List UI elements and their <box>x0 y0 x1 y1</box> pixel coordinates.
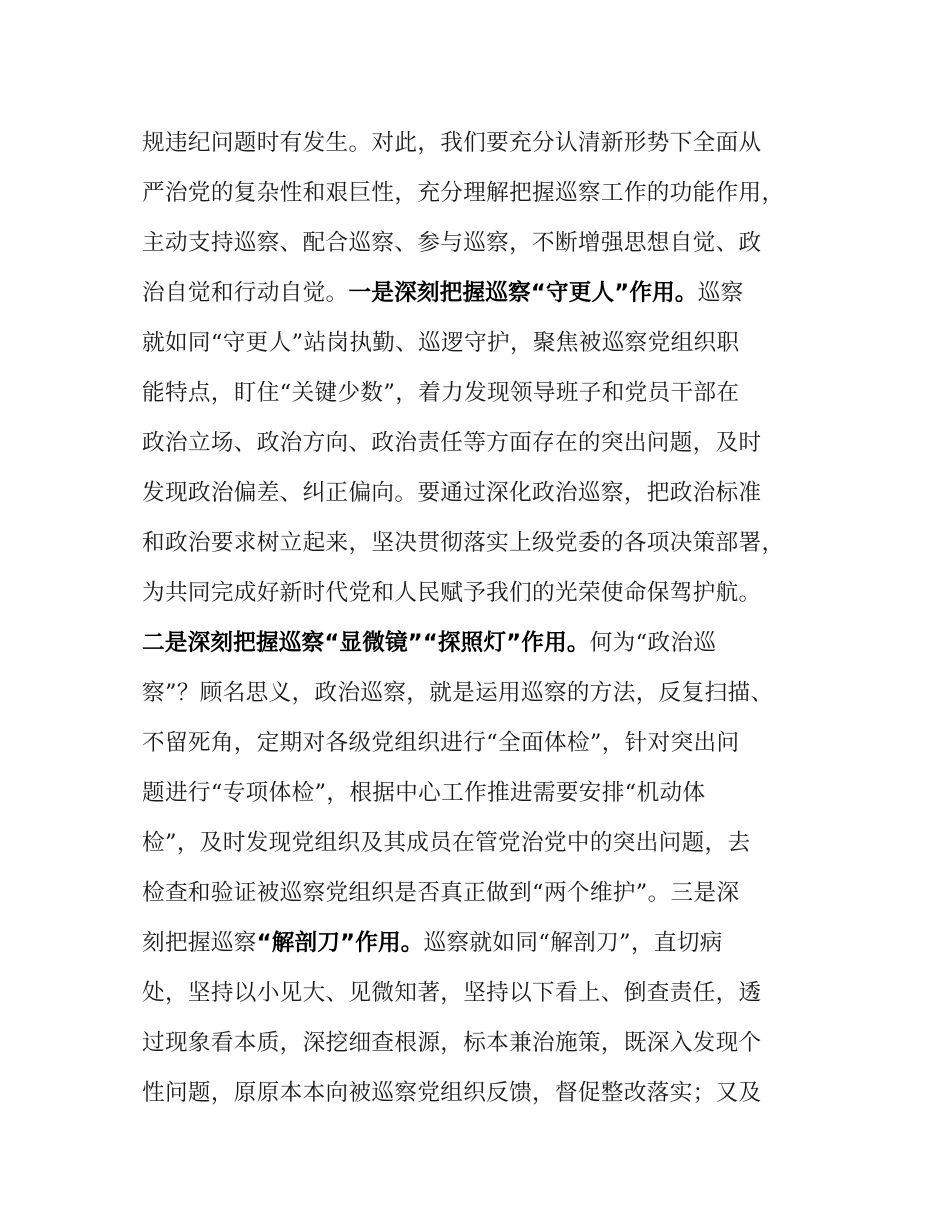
text-line <box>142 223 822 263</box>
text-line <box>142 823 822 863</box>
text-segment: 巡察就如同“解剖刀”，直切病 <box>423 930 723 956</box>
text-segment: 过现象看本质，深挖细查根源，标本兼治施策，既深入发现个 <box>142 1030 762 1056</box>
text-line <box>142 1073 822 1113</box>
text-line <box>142 723 822 763</box>
text-line <box>142 1023 822 1063</box>
text-line <box>142 373 822 413</box>
text-line <box>142 273 822 313</box>
text-line <box>142 973 822 1013</box>
text-line <box>142 773 822 813</box>
text-line <box>142 673 822 713</box>
text-line <box>142 573 822 613</box>
text-line <box>142 123 822 163</box>
text-line <box>142 423 822 463</box>
text-line <box>142 923 822 963</box>
text-segment: 就如同“守更人”站岗执勤、巡逻守护，聚焦被巡察党组织职 <box>142 330 740 356</box>
text-segment: 不留死角，定期对各级党组织进行“全面体检”，针对突出问 <box>142 730 740 756</box>
text-segment: 检”，及时发现党组织及其成员在管党治党中的突出问题，去 <box>142 830 751 856</box>
text-segment: 发现政治偏差、纠正偏向。要通过深化政治巡察，把政治标准 <box>142 480 762 506</box>
text-segment: 规违纪问题时有发生。对此，我们要充分认清新形势下全面从 <box>142 130 762 156</box>
bold-heading-segment: “解剖刀”作用。 <box>256 930 424 956</box>
text-segment: 题进行“专项体检”，根据中心工作推进需要安排“机动体 <box>142 780 706 806</box>
bold-heading-segment: 一是深刻把握巡察“守更人”作用。 <box>348 280 698 306</box>
text-segment: 何为“政治巡 <box>589 630 717 656</box>
text-segment: 为共同完成好新时代党和人民赋予我们的光荣使命保驾护航。 <box>142 580 762 606</box>
text-line <box>142 623 822 663</box>
text-segment: 和政治要求树立起来，坚决贯彻落实上级党委的各项决策部署， <box>142 530 785 556</box>
text-segment: 处，坚持以小见大、见微知著，坚持以下看上、倒查责任，透 <box>142 980 762 1006</box>
text-line <box>142 323 822 363</box>
text-segment: 巡察 <box>697 280 744 306</box>
text-segment: 主动支持巡察、配合巡察、参与巡察，不断增强思想自觉、政 <box>142 230 762 256</box>
text-segment: 治自觉和行动自觉。 <box>142 280 349 306</box>
bold-heading-segment: 二是深刻把握巡察“显微镜”“探照灯”作用。 <box>142 630 590 656</box>
text-line <box>142 173 822 213</box>
text-line <box>142 473 822 513</box>
text-line <box>142 523 822 563</box>
text-segment: 检查和验证被巡察党组织是否真正做到“两个维护”。三是深 <box>142 880 740 906</box>
text-segment: 性问题，原原本本向被巡察党组织反馈，督促整改落实；又及 <box>142 1080 762 1106</box>
text-segment: 严治党的复杂性和艰巨性，充分理解把握巡察工作的功能作用， <box>142 180 785 206</box>
text-segment: 能特点，盯住“关键少数”，着力发现领导班子和党员干部在 <box>142 380 740 406</box>
text-segment: 察”？顾名思义，政治巡察，就是运用巡察的方法，反复扫描、 <box>142 680 774 706</box>
text-segment: 政治立场、政治方向、政治责任等方面存在的突出问题，及时 <box>142 430 762 456</box>
text-segment: 刻把握巡察 <box>142 930 257 956</box>
text-line <box>142 873 822 913</box>
